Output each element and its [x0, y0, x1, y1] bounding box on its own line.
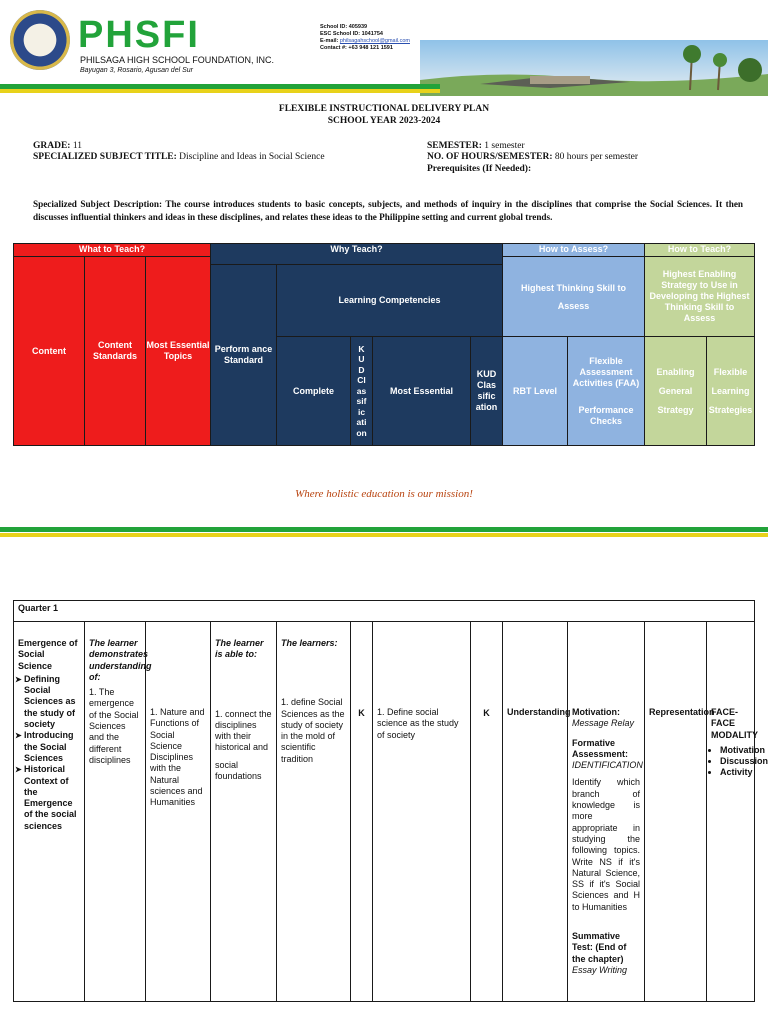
content-topic-item: ➤ Historical Context of the Emergence of the social sciences	[18, 764, 80, 832]
most-essential-header: Most Essential	[372, 336, 471, 446]
flexible-learning-strategies-header: Flexible Learning Strategies	[706, 336, 755, 446]
content-standards-header: Content Standards	[84, 256, 146, 446]
kud-classification-vertical-header: K U D Cl as sif ic ati on	[350, 336, 373, 446]
strategy-item: • Activity	[720, 767, 752, 778]
email-link[interactable]: philsagahschool@gmail.com	[339, 38, 410, 44]
kud-classification-header: KUD Clas sific ation	[470, 336, 503, 446]
kud-cell-complete: K	[350, 621, 373, 1002]
kud-cell-most-essential: K	[470, 621, 503, 1002]
content-topic-item: ➤ Defining Social Sciences as the study of society	[18, 674, 80, 730]
grade-line: GRADE: 11	[33, 141, 83, 151]
footer-stripe-yellow	[0, 533, 768, 537]
strategy-item: • Motivation	[720, 745, 752, 756]
foundation-name: PHILSAGA HIGH SCHOOL FOUNDATION, INC.	[80, 55, 275, 65]
subject-line: SPECIALIZED SUBJECT TITLE: Discipline and Ideas in Social Science	[33, 152, 325, 162]
why-teach-header: Why Teach?	[210, 243, 503, 265]
what-to-teach-header: What to Teach?	[13, 243, 211, 257]
subject-description: Specialized Subject Description: The course introduces students to basic concepts, subjects, and methods of inquiry in the disciplines that comprise the Social Sciences. It then discusses influential thinkers and ideas in these disciplines, and relates these ideas to the Philippine setting and current global trends.	[33, 199, 744, 222]
most-essential-topics-header: Most Essential Topics	[145, 256, 211, 446]
school-year: SCHOOL YEAR 2023-2024	[327, 116, 441, 126]
how-to-teach-header: How to Teach?	[644, 243, 755, 257]
school-address: Bayugan 3, Rosario, Agusan del Sur	[80, 67, 193, 74]
learning-competency-complete-cell: The learners: 1. define Social Sciences as the study of society in the mold of scientific tradition	[276, 621, 351, 1002]
performance-standard-header: Perform ance Standard	[210, 264, 277, 446]
rbt-level-header: RBT Level	[502, 336, 568, 446]
complete-header: Complete	[276, 336, 351, 446]
contact-block: School ID: 405939 ESC School ID: 1041754 E-mail: philsagahschool@gmail.com Contact #: +63 948 121 1591	[320, 24, 410, 51]
flexible-learning-cell: FACE-FACE MODALITY • Motivation • Discussion • Activity	[706, 621, 755, 1002]
enabling-general-strategy-header: Enabling General Strategy	[644, 336, 707, 446]
highest-thinking-skill-header: Highest Thinking Skill to Assess	[502, 256, 645, 337]
enabling-strategy-cell: Representation	[644, 621, 707, 1002]
highest-enabling-strategy-header: Highest Enabling Strategy to Use in Developing the Highest Thinking Skill to Assess	[644, 256, 755, 337]
assessment-activities-header: Flexible Assessment Activities (FAA) Performance Checks	[567, 336, 645, 446]
content-topic-item: ➤ Introducing the Social Sciences	[18, 730, 80, 764]
how-to-assess-header: How to Assess?	[502, 243, 645, 257]
content-header: Content	[13, 256, 85, 446]
performance-standard-cell: The learner is able to: 1. connect the disciplines with their historical and social foundations	[210, 621, 277, 1002]
school-seal-logo	[10, 10, 70, 70]
document-title: FLEXIBLE INSTRUCTIONAL DELIVERY PLAN	[278, 104, 490, 114]
brand-name: PHSFI	[78, 14, 200, 56]
assessment-activities-cell: Motivation: Message Relay Formative Assessment: IDENTIFICATION Identify which branch of knowledge is more appropriate in studying the following topics. Write NS if it's Natural Science, SS if it's Social Sciences and H to Humanities Summative Test: (End of the chapter) Essay Writing	[567, 621, 645, 1002]
most-essential-competency-cell: 1. Define social science as the study of society	[372, 621, 471, 1002]
content-standards-cell: The learner demonstrates understanding of: 1. The emergence of the Social Sciences and the different disciplines	[84, 621, 146, 1002]
hours-line: NO. OF HOURS/SEMESTER: 80 hours per semester	[427, 152, 639, 162]
rbt-level-cell: Understanding	[502, 621, 568, 1002]
footer-stripe-green	[0, 527, 768, 532]
header-stripe-yellow	[0, 89, 440, 93]
semester-line: SEMESTER: 1 semester	[427, 141, 525, 151]
learning-competencies-header: Learning Competencies	[276, 264, 503, 337]
strategy-item: • Discussion	[720, 756, 752, 767]
content-cell: Emergence of Social Science ➤ Defining Social Sciences as the study of society ➤ Introducing the Social Sciences ➤ Historical Context of the Emergence of the social sciences	[13, 621, 85, 1002]
prerequisites-line: Prerequisites (If Needed):	[427, 164, 532, 174]
school-motto: Where holistic education is our mission!	[295, 488, 473, 500]
most-essential-topics-cell: 1. Nature and Functions of Social Science Disciplines with the Natural sciences and Humanities	[145, 621, 211, 1002]
quarter-label: Quarter 1	[13, 600, 755, 622]
landscape-banner-image	[420, 40, 768, 96]
